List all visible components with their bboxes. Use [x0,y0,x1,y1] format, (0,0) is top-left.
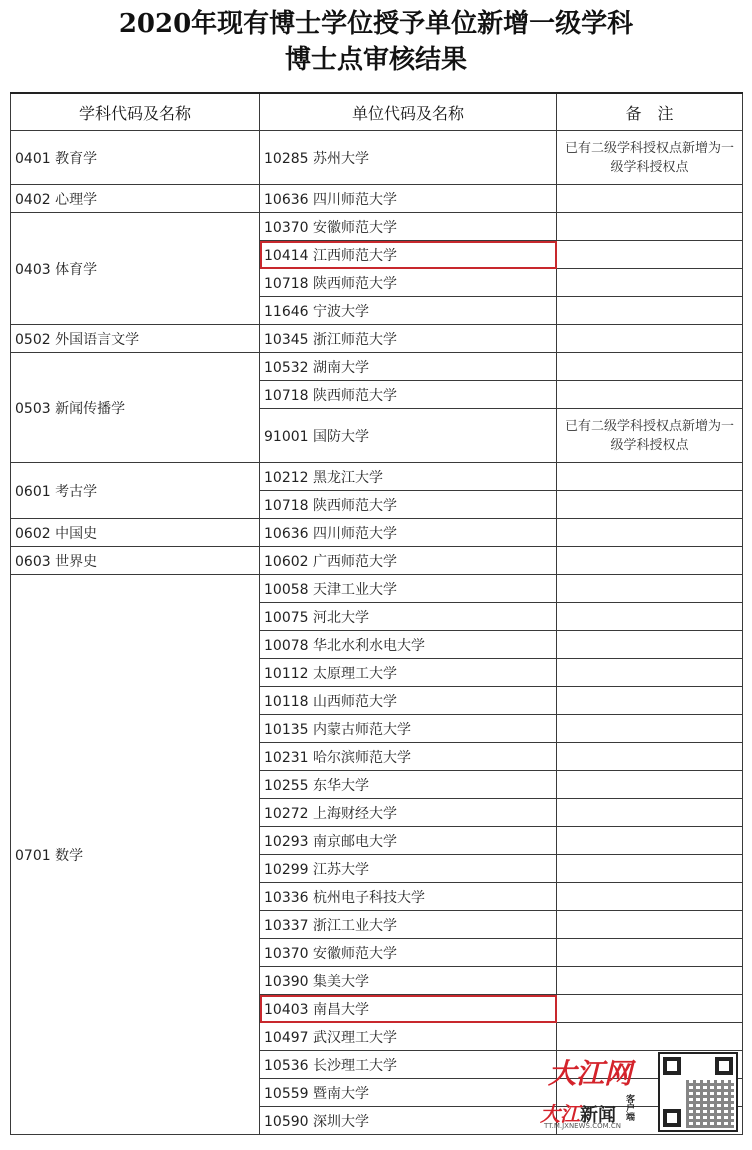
document-title-line2: 博士点审核结果 [284,45,467,75]
note-cell [557,213,743,241]
table-row [11,547,743,575]
note-cell [557,911,743,939]
note-cell [557,241,743,269]
header-subject: 学科代码及名称 [11,93,260,131]
subject-cell: 0402 心理学 [11,185,260,213]
unit-cell: 10370 安徽师范大学 [260,939,557,967]
note-cell [557,939,743,967]
note-cell [557,547,743,575]
table-row [11,519,743,547]
table-row [11,131,743,185]
header-note: 备 注 [557,93,743,131]
unit-cell: 10559 暨南大学 [260,1079,557,1107]
note-cell [557,603,743,631]
note-cell: 已有二级学科授权点新增为一级学科授权点 [557,131,743,185]
unit-cell: 10370 安徽师范大学 [260,213,557,241]
unit-cell: 10336 杭州电子科技大学 [260,883,557,911]
table-body [11,131,743,1135]
unit-cell: 10497 武汉理工大学 [260,1023,557,1051]
unit-cell: 10293 南京邮电大学 [260,827,557,855]
watermark-sub-brand-name: 大江 [540,1102,580,1126]
note-cell [557,631,743,659]
subject-cell: 0401 教育学 [11,131,260,185]
note-cell [557,1023,743,1051]
note-cell [557,687,743,715]
note-cell [557,827,743,855]
table-header-row [11,93,743,131]
unit-cell: 10536 长沙理工大学 [260,1051,557,1079]
table-row [11,575,743,603]
subject-cell: 0502 外国语言文学 [11,325,260,353]
subject-cell: 0403 体育学 [11,213,260,325]
unit-cell: 10058 天津工业大学 [260,575,557,603]
note-cell [557,519,743,547]
unit-cell: 10602 广西师范大学 [260,547,557,575]
subject-cell: 0503 新闻传播学 [11,353,260,463]
watermark [522,1048,744,1136]
note-cell [557,883,743,911]
table-row [11,353,743,381]
unit-cell: 10078 华北水利水电大学 [260,631,557,659]
unit-cell: 10231 哈尔滨师范大学 [260,743,557,771]
unit-cell: 10718 陕西师范大学 [260,269,557,297]
unit-cell: 10718 陕西师范大学 [260,381,557,409]
unit-cell: 10590 深圳大学 [260,1107,557,1135]
note-cell [557,381,743,409]
unit-cell: 10532 湖南大学 [260,353,557,381]
unit-cell: 10299 江苏大学 [260,855,557,883]
unit-cell: 10112 太原理工大学 [260,659,557,687]
note-cell [557,491,743,519]
note-cell [557,855,743,883]
watermark-sub-brand-rest: 新闻 [580,1105,616,1126]
unit-cell: 10075 河北大学 [260,603,557,631]
unit-cell: 10212 黑龙江大学 [260,463,557,491]
watermark-url: TT.M.JXNEWS.COM.CN [544,1122,621,1130]
note-cell [557,353,743,381]
note-cell [557,715,743,743]
qr-code-icon [658,1052,738,1132]
unit-cell: 10337 浙江工业大学 [260,911,557,939]
unit-cell-highlighted: 10414 江西师范大学 [260,241,557,269]
unit-cell: 10272 上海财经大学 [260,799,557,827]
watermark-sub-label: 客户端 [623,1094,634,1121]
unit-cell: 10118 山西师范大学 [260,687,557,715]
header-unit: 单位代码及名称 [260,93,557,131]
document-title-line1: 2020年现有博士学位授予单位新增一级学科 [118,9,634,39]
table-row [11,213,743,241]
note-cell [557,659,743,687]
unit-cell: 10390 集美大学 [260,967,557,995]
unit-cell: 10285 苏州大学 [260,131,557,185]
results-table [10,92,743,1135]
table-row [11,463,743,491]
note-cell [557,575,743,603]
table-row [11,185,743,213]
unit-cell: 10636 四川师范大学 [260,519,557,547]
note-cell [557,967,743,995]
unit-cell: 10255 东华大学 [260,771,557,799]
subject-cell: 0701 数学 [11,575,260,1135]
note-cell: 已有二级学科授权点新增为一级学科授权点 [557,409,743,463]
note-cell [557,297,743,325]
unit-cell: 10636 四川师范大学 [260,185,557,213]
unit-cell-highlighted: 10403 南昌大学 [260,995,557,1023]
watermark-brand: 大江网 [548,1057,633,1090]
unit-cell: 10345 浙江师范大学 [260,325,557,353]
note-cell [557,799,743,827]
unit-cell: 10135 内蒙古师范大学 [260,715,557,743]
note-cell [557,269,743,297]
subject-cell: 0602 中国史 [11,519,260,547]
subject-cell: 0603 世界史 [11,547,260,575]
subject-cell: 0601 考古学 [11,463,260,519]
unit-cell: 91001 国防大学 [260,409,557,463]
note-cell [557,463,743,491]
unit-cell: 11646 宁波大学 [260,297,557,325]
note-cell [557,995,743,1023]
note-cell [557,325,743,353]
table-row [11,325,743,353]
note-cell [557,743,743,771]
unit-cell: 10718 陕西师范大学 [260,491,557,519]
note-cell [557,771,743,799]
note-cell [557,185,743,213]
